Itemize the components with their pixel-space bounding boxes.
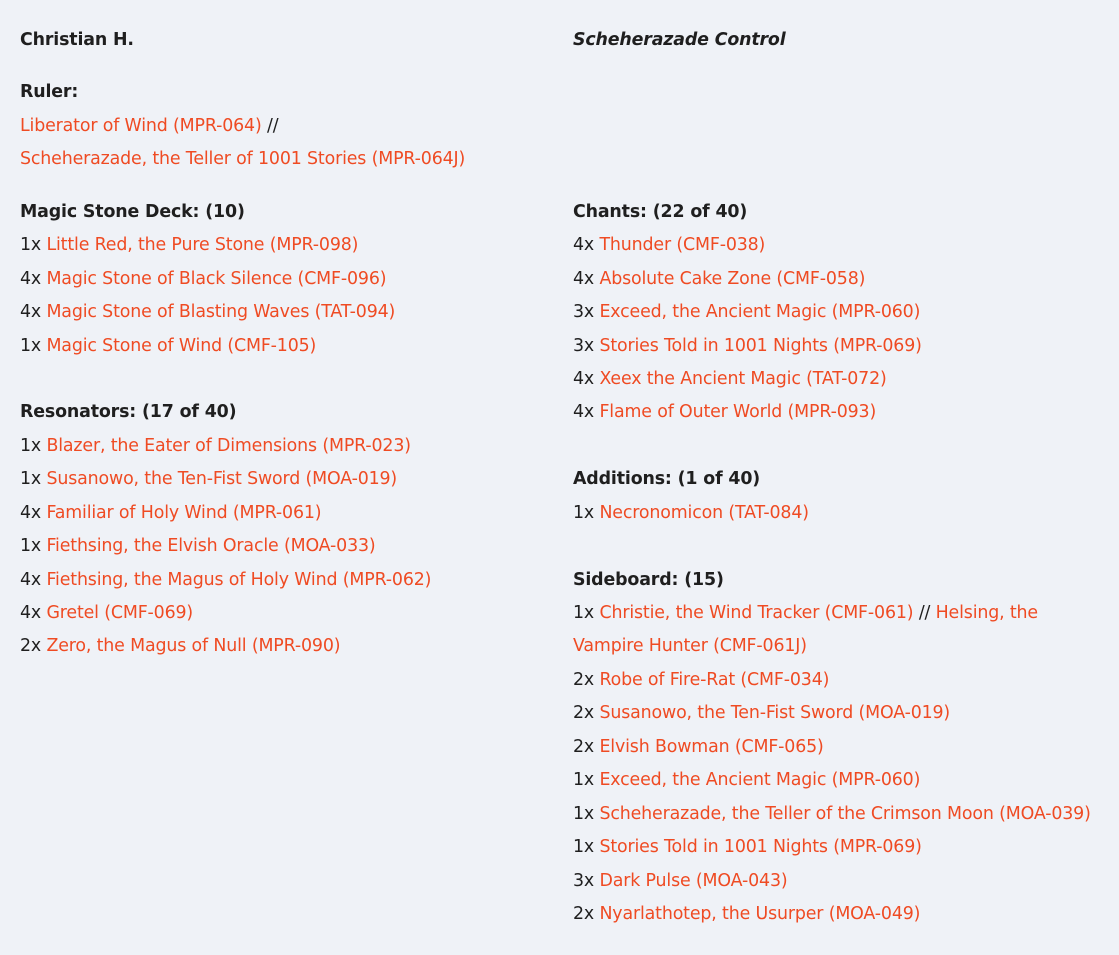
sideboard-first-row	[573, 597, 1113, 630]
card-row	[573, 296, 1113, 329]
card-link[interactable]: Fiethsing, the Elvish Oracle (MOA-033)	[46, 536, 376, 557]
card-link[interactable]: Xeex the Ancient Magic (TAT-072)	[599, 368, 887, 389]
card-row	[20, 296, 560, 329]
card-separator: //	[918, 603, 931, 623]
card-link[interactable]: Magic Stone of Black Silence (CMF-096)	[46, 268, 387, 289]
card-qty: 1x	[573, 603, 595, 623]
card-link[interactable]: Fiethsing, the Magus of Holy Wind (MPR-062)	[46, 569, 432, 590]
card-qty: 1x	[573, 770, 595, 791]
card-row	[20, 263, 560, 296]
card-link[interactable]: Gretel (CMF-069)	[46, 603, 194, 623]
card-link[interactable]: Susanowo, the Ten-Fist Sword (MOA-019)	[46, 469, 398, 490]
card-qty: 2x	[20, 636, 42, 657]
card-qty: 4x	[20, 569, 42, 590]
ruler-separator: //	[266, 115, 279, 136]
sideboard-heading: Sideboard: (15)	[573, 569, 724, 590]
right-column	[573, 24, 1113, 931]
card-qty: 1x	[20, 469, 42, 490]
card-qty: 1x	[573, 837, 595, 858]
card-qty: 3x	[573, 302, 595, 323]
ruler-back-link[interactable]: Scheherazade, the Teller of 1001 Stories (MPR-064J)	[20, 149, 466, 170]
card-qty: 4x	[573, 235, 595, 256]
card-qty: 1x	[20, 435, 42, 456]
card-qty: 1x	[20, 335, 42, 356]
chants-heading: Chants: (22 of 40)	[573, 201, 748, 222]
magic-stone-heading: Magic Stone Deck: (10)	[20, 201, 245, 222]
card-link[interactable]: Susanowo, the Ten-Fist Sword (MOA-019)	[599, 703, 951, 724]
card-row	[20, 229, 560, 262]
card-row	[573, 229, 1113, 262]
deck-name: Scheherazade Control	[573, 30, 786, 50]
card-link[interactable]: Necronomicon (TAT-084)	[599, 502, 809, 523]
card-qty: 1x	[573, 803, 595, 824]
card-qty: 4x	[573, 402, 595, 423]
card-row	[573, 330, 1113, 363]
card-link[interactable]: Thunder (CMF-038)	[599, 235, 766, 256]
card-qty: 2x	[573, 703, 595, 724]
card-row	[573, 497, 1113, 530]
card-row	[573, 865, 1113, 898]
card-link[interactable]: Stories Told in 1001 Nights (MPR-069)	[599, 335, 922, 356]
card-qty: 1x	[20, 536, 42, 557]
card-qty: 4x	[573, 268, 595, 289]
card-row	[573, 697, 1113, 730]
card-qty: 3x	[573, 335, 595, 356]
card-row	[20, 530, 560, 563]
card-qty: 4x	[20, 502, 42, 523]
card-qty: 2x	[573, 903, 595, 924]
card-link[interactable]: Robe of Fire-Rat (CMF-034)	[599, 669, 830, 690]
ruler-front-link[interactable]: Liberator of Wind (MPR-064)	[20, 115, 262, 136]
card-qty: 2x	[573, 736, 595, 757]
ruler-back-row	[20, 143, 560, 176]
player-name: Christian H.	[20, 30, 134, 50]
card-link[interactable]: Absolute Cake Zone (CMF-058)	[599, 268, 866, 289]
card-link[interactable]: Magic Stone of Blasting Waves (TAT-094)	[46, 302, 396, 323]
card-row	[573, 263, 1113, 296]
card-qty: 1x	[20, 235, 42, 256]
resonators-heading: Resonators: (17 of 40)	[20, 402, 237, 423]
card-link[interactable]: Little Red, the Pure Stone (MPR-098)	[46, 235, 359, 256]
card-qty: 2x	[573, 669, 595, 690]
card-row	[20, 463, 560, 496]
card-link[interactable]: Magic Stone of Wind (CMF-105)	[46, 335, 317, 356]
card-row	[20, 430, 560, 463]
additions-heading: Additions: (1 of 40)	[573, 469, 761, 490]
card-row	[573, 664, 1113, 697]
card-row	[20, 597, 560, 630]
card-qty: 4x	[20, 268, 42, 289]
card-qty: 4x	[20, 603, 42, 623]
sideboard-first-row-cont	[573, 630, 1113, 663]
card-link[interactable]: Elvish Bowman (CMF-065)	[599, 736, 824, 757]
card-link[interactable]: Familiar of Holy Wind (MPR-061)	[46, 502, 322, 523]
card-row	[573, 764, 1113, 797]
card-row	[573, 731, 1113, 764]
card-row	[573, 831, 1113, 864]
card-row	[20, 630, 560, 663]
card-link[interactable]: Flame of Outer World (MPR-093)	[599, 402, 877, 423]
card-row	[20, 564, 560, 597]
card-row	[573, 396, 1113, 429]
card-link-back[interactable]: Helsing, the	[935, 603, 1038, 623]
card-row	[573, 798, 1113, 831]
left-column	[20, 24, 560, 664]
card-row	[20, 497, 560, 530]
card-link[interactable]: Christie, the Wind Tracker (CMF-061)	[599, 603, 914, 623]
card-link[interactable]: Zero, the Magus of Null (MPR-090)	[46, 636, 341, 657]
card-link[interactable]: Dark Pulse (MOA-043)	[599, 870, 788, 891]
card-link-back-cont[interactable]: Vampire Hunter (CMF-061J)	[573, 636, 807, 657]
card-link[interactable]: Nyarlathotep, the Usurper (MOA-049)	[599, 903, 921, 924]
card-link[interactable]: Stories Told in 1001 Nights (MPR-069)	[599, 837, 922, 858]
card-qty: 3x	[573, 870, 595, 891]
card-link[interactable]: Blazer, the Eater of Dimensions (MPR-023)	[46, 435, 411, 456]
card-row	[20, 330, 560, 363]
card-qty: 1x	[573, 502, 595, 523]
ruler-front-row	[20, 110, 560, 143]
card-qty: 4x	[20, 302, 42, 323]
card-link[interactable]: Scheherazade, the Teller of the Crimson Moon (MOA-039)	[599, 803, 1091, 824]
ruler-heading: Ruler:	[20, 82, 79, 103]
card-link[interactable]: Exceed, the Ancient Magic (MPR-060)	[599, 302, 921, 323]
card-row	[573, 363, 1113, 396]
card-row	[573, 898, 1113, 931]
card-link[interactable]: Exceed, the Ancient Magic (MPR-060)	[599, 770, 921, 791]
card-qty: 4x	[573, 368, 595, 389]
